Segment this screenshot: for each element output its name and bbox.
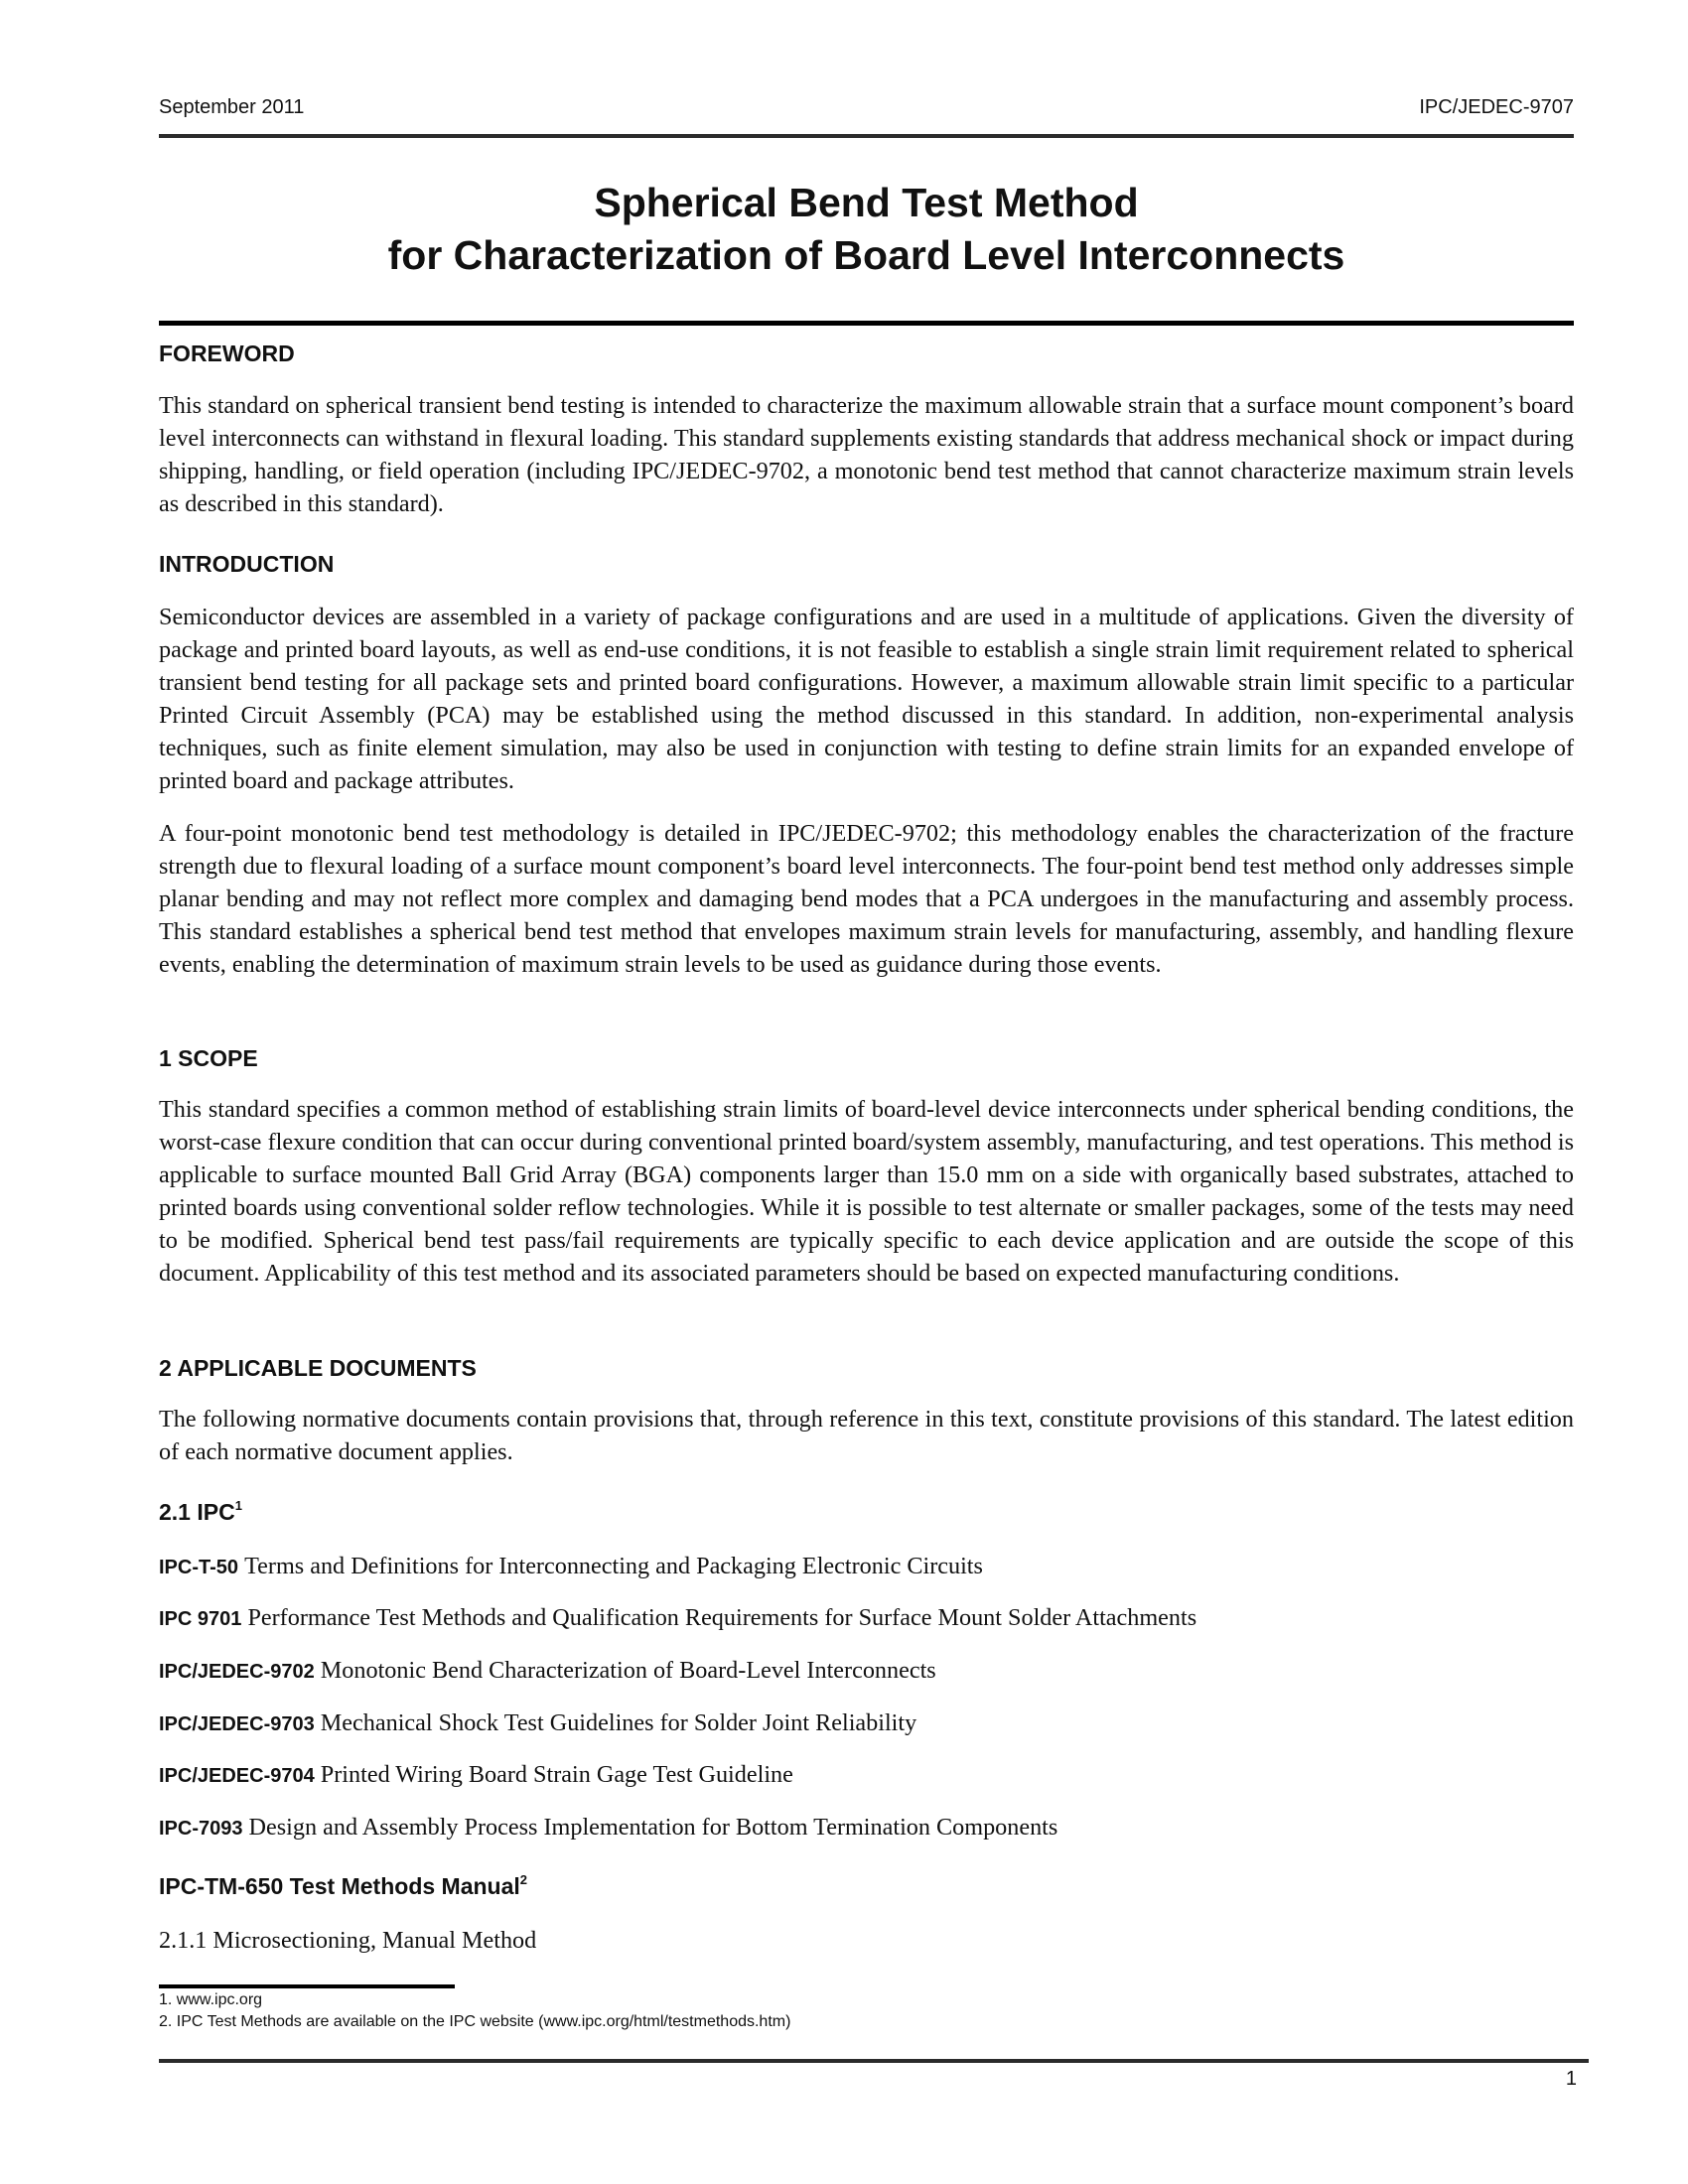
title-line-2: for Characterization of Board Level Interconnects <box>387 232 1345 278</box>
reference-title: Performance Test Methods and Qualification Requirements for Surface Mount Solder Attachments <box>247 1604 1197 1631</box>
header-doc-id: IPC/JEDEC-9707 <box>1419 96 1574 118</box>
reference-title: Printed Wiring Board Strain Gage Test Guideline <box>320 1761 793 1788</box>
reference-title: Mechanical Shock Test Guidelines for Solder Joint Reliability <box>320 1709 917 1736</box>
footnote-2: 2. IPC Test Methods are available on the IPC website (www.ipc.org/html/testmethods.htm) <box>159 2013 791 2030</box>
applicable-documents-paragraph: The following normative documents contain provisions that, through reference in this text, constitute provisions of this standard. The latest edition of each normative document applies. <box>159 1406 1574 1465</box>
introduction-paragraph-2: A four-point monotonic bend test methodology is detailed in IPC/JEDEC-9702; this methodology enables the characterization of the fracture strength due to flexural loading of a surface mount component’s board level interconnects. The four-point bend test method only addresses simple planar bending and may not reflect more complex and damaging bend modes that a PCA undergoes in the manufacturing and assembly process. This standard establishes a spherical bend test method that envelopes maximum strain levels for manufacturing, assembly, and handling flexure events, enabling the determination of maximum strain levels to be used as guidance during those events. <box>159 820 1574 978</box>
reference-item <box>159 1656 1574 1687</box>
reference-item <box>159 1813 1574 1843</box>
reference-label: IPC 9701 <box>159 1608 242 1630</box>
footnote-ref-2: 2 <box>519 1872 528 1887</box>
foreword-paragraph: This standard on spherical transient bend testing is intended to characterize the maximum allowable strain that a surface mount component’s board level interconnects can withstand in flexural loading. This standard supplements existing standards that address mechanical shock or impact during shipping, handling, or field operation (including IPC/JEDEC-9702, a monotonic bend test method that cannot characterize maximum strain levels as described in this standard). <box>159 392 1574 517</box>
reference-title: Monotonic Bend Characterization of Board-Level Interconnects <box>320 1657 936 1684</box>
heading-scope: 1 SCOPE <box>159 1045 258 1071</box>
heading-introduction: INTRODUCTION <box>159 551 335 577</box>
heading-test-methods-manual <box>159 1872 527 1900</box>
reference-label: IPC/JEDEC-9703 <box>159 1713 315 1735</box>
reference-item <box>159 1708 1574 1739</box>
heading-ipc-text: 2.1 IPC <box>159 1499 235 1525</box>
footer-rule <box>159 2059 1589 2063</box>
heading-applicable-documents: 2 APPLICABLE DOCUMENTS <box>159 1355 477 1381</box>
title-rule <box>159 321 1574 326</box>
title-line-1: Spherical Bend Test Method <box>594 180 1139 225</box>
reference-label: IPC-T-50 <box>159 1557 239 1578</box>
footnote-ref-1: 1 <box>234 1498 242 1513</box>
heading-foreword: FOREWORD <box>159 341 295 366</box>
document-title <box>159 177 1574 282</box>
reference-item <box>159 1603 1574 1634</box>
heading-test-methods-text: IPC-TM-650 Test Methods Manual <box>159 1873 520 1899</box>
footnote-1: 1. www.ipc.org <box>159 1991 263 2008</box>
introduction-paragraph-1: Semiconductor devices are assembled in a variety of package configurations and are used in a multitude of applications. Given the diversity of package and printed board layouts, as well as end-use conditions, it is not feasible to establish a single strain limit requirement related to spherical transient bend testing for all package sets and printed board configurations. However, a maximum allowable strain limit specific to a particular Printed Circuit Assembly (PCA) may be established using the method discussed in this standard. In addition, non-experimental analysis techniques, such as finite element simulation, may also be used in conjunction with testing to define strain limits for an expanded envelope of printed board and package attributes. <box>159 604 1574 794</box>
header-rule <box>159 134 1574 138</box>
scope-paragraph: This standard specifies a common method of establishing strain limits of board-level device interconnects under spherical bending conditions, the worst-case flexure condition that can occur during conventional printed board/system assembly, manufacturing, and test operations. This method is applicable to surface mounted Ball Grid Array (BGA) components larger than 15.0 mm on a side with organically based substrates, attached to printed boards using conventional solder reflow technologies. While it is possible to test alternate or smaller packages, some of the tests may need to be modified. Spherical bend test pass/fail requirements are typically specific to each device application and are outside the scope of this document. Applicability of this test method and its associated parameters should be based on expected manufacturing conditions. <box>159 1096 1574 1287</box>
header-date: September 2011 <box>159 96 305 118</box>
reference-title: Design and Assembly Process Implementation for Bottom Termination Components <box>248 1814 1058 1841</box>
reference-item <box>159 1760 1574 1791</box>
reference-label: IPC/JEDEC-9704 <box>159 1765 315 1787</box>
footnote-rule <box>159 1984 455 1988</box>
heading-ipc <box>159 1498 242 1526</box>
page-number: 1 <box>1565 2068 1577 2090</box>
test-method-item: 2.1.1 Microsectioning, Manual Method <box>159 1927 537 1954</box>
reference-item <box>159 1552 1574 1582</box>
reference-label: IPC-7093 <box>159 1818 243 1840</box>
reference-title: Terms and Definitions for Interconnecting and Packaging Electronic Circuits <box>244 1553 983 1579</box>
reference-label: IPC/JEDEC-9702 <box>159 1661 315 1683</box>
